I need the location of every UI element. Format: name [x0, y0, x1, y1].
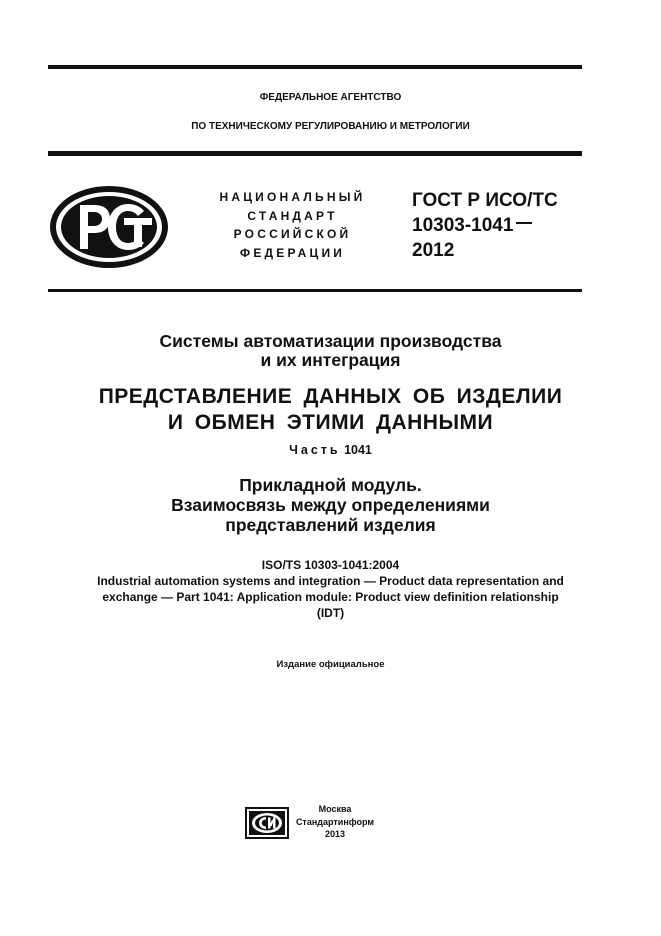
national-line-2: СТАНДАРТ: [247, 208, 338, 223]
iso-title-line-1: Industrial automation systems and integration — Product data representation and: [97, 574, 564, 588]
publisher-city: Москва: [318, 804, 352, 814]
gost-year: 2012: [412, 240, 455, 261]
main-title-line-1: ПРЕДСТАВЛЕНИЕ ДАННЫХ ОБ ИЗДЕЛИИ: [98, 385, 563, 408]
iso-title-line-2: exchange — Part 1041: Application module: Product view definition relationship: [102, 590, 559, 604]
gost-line-2: [412, 213, 558, 238]
title-line-2: и их интеграция: [260, 350, 401, 370]
publisher-block: [292, 803, 378, 841]
edition-label: Издание официальное: [276, 659, 385, 670]
gost-designation: [412, 188, 558, 263]
iso-code: ISO/TS 10303-1041:2004: [261, 558, 400, 572]
agency-line-1: ФЕДЕРАЛЬНОЕ АГЕНТСТВО: [259, 92, 402, 103]
standard-block-rule: [48, 289, 582, 292]
national-line-4: ФЕДЕРАЦИИ: [239, 245, 346, 260]
subtitle-line-3: представлений изделия: [225, 515, 436, 535]
standartinform-logo-icon: [245, 807, 289, 839]
national-line-1: НАЦИОНАЛЬНЫЙ: [219, 190, 366, 204]
main-title-line-2: И ОБМЕН ЭТИМИ ДАННЫМИ: [167, 411, 494, 434]
top-rule: [48, 65, 582, 69]
publisher-year: 2013: [324, 829, 346, 839]
gost-dash: [516, 222, 532, 224]
part-word: Часть: [289, 443, 341, 457]
part-number: 1041: [344, 443, 372, 457]
rst-conformity-mark-icon: [48, 183, 170, 271]
gost-number: 10303-1041: [412, 215, 514, 236]
national-line-3: РОССИЙСКОЙ: [233, 227, 352, 241]
agency-line-2: ПО ТЕХНИЧЕСКОМУ РЕГУЛИРОВАНИЮ И МЕТРОЛОГИИ: [191, 121, 470, 132]
subtitle-line-1: Прикладной модуль.: [239, 475, 422, 495]
national-standard-label: [205, 188, 380, 262]
title-line-1: Системы автоматизации производства: [159, 331, 502, 351]
subtitle-line-2: Взаимосвязь между определениями: [171, 495, 490, 515]
header-rule: [48, 151, 582, 156]
gost-line-1: ГОСТ Р ИСО/ТС: [412, 190, 558, 211]
iso-idt: (IDT): [316, 606, 345, 620]
publisher-name: Стандартинформ: [295, 816, 375, 827]
part-label: [0, 443, 661, 457]
